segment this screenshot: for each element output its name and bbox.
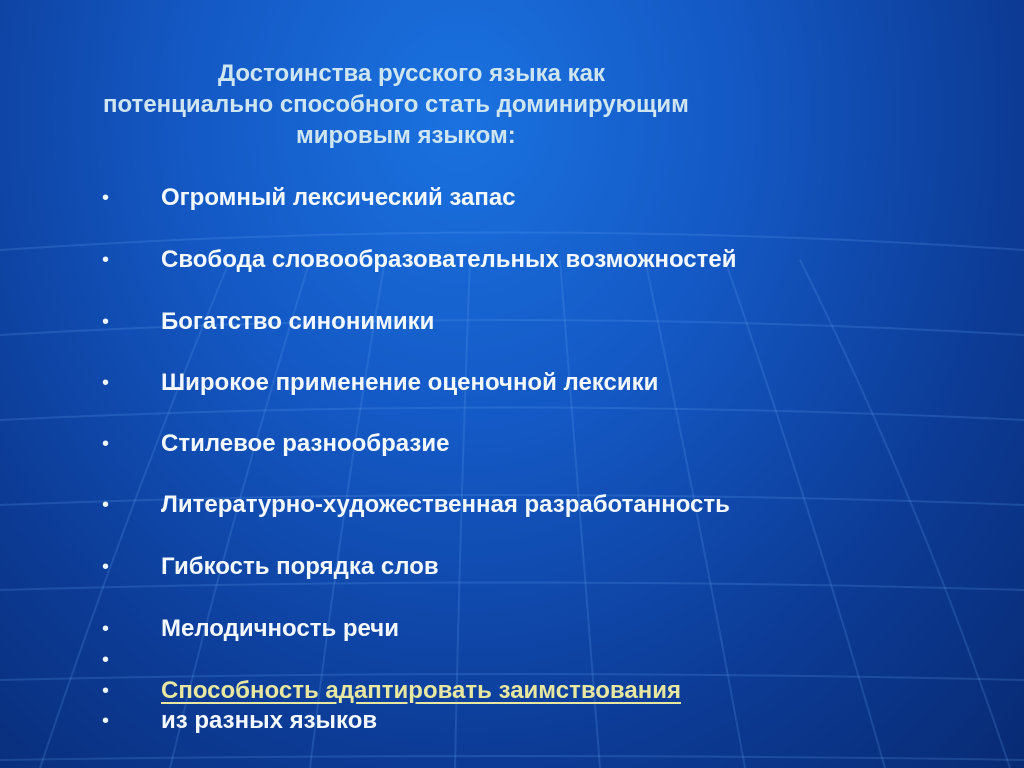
bullet-icon: • (102, 311, 110, 333)
bullet-icon: • (102, 494, 110, 516)
bullet-icon: • (102, 710, 110, 732)
adaptation-link[interactable]: Способность адаптировать заимствования (161, 677, 681, 704)
bullet-icon: • (102, 556, 110, 578)
list-item (0, 490, 1024, 520)
bullet-icon: • (102, 187, 110, 209)
bullet-icon: • (102, 649, 110, 671)
list-item (0, 552, 1024, 582)
list-item (0, 706, 1024, 736)
list-item-text: из разных языков (161, 707, 378, 734)
bullet-icon: • (102, 249, 110, 271)
list-item (0, 368, 1024, 398)
bullet-icon: • (102, 433, 110, 455)
list-item-text: Свобода словообразовательных возможностей (161, 246, 737, 273)
list-item-text: Литературно-художественная разработанность (161, 491, 730, 518)
list-item-text: Стилевое разнообразие (161, 430, 450, 457)
bullet-icon: • (102, 372, 110, 394)
list-item (0, 645, 1024, 675)
title-line-2: потенциально способного стать доминирующим (103, 91, 689, 118)
title-line-3: мировым языком: (296, 122, 516, 149)
list-item (0, 245, 1024, 275)
list-item-text: Гибкость порядка слов (161, 553, 439, 580)
bullet-icon: • (102, 680, 110, 702)
list-item-text: Богатство синонимики (161, 308, 435, 335)
list-item-text: Широкое применение оценочной лексики (161, 369, 659, 396)
list-item-text: Мелодичность речи (161, 615, 399, 642)
list-item (0, 429, 1024, 459)
slide-title (90, 58, 840, 151)
list-item[interactable] (0, 676, 1024, 706)
title-line-1: Достоинства русского языка как (218, 60, 605, 87)
list-item (0, 614, 1024, 644)
bullet-icon: • (102, 618, 110, 640)
list-item-text: Огромный лексический запас (161, 184, 516, 211)
list-item (0, 183, 1024, 213)
list-item (0, 307, 1024, 337)
